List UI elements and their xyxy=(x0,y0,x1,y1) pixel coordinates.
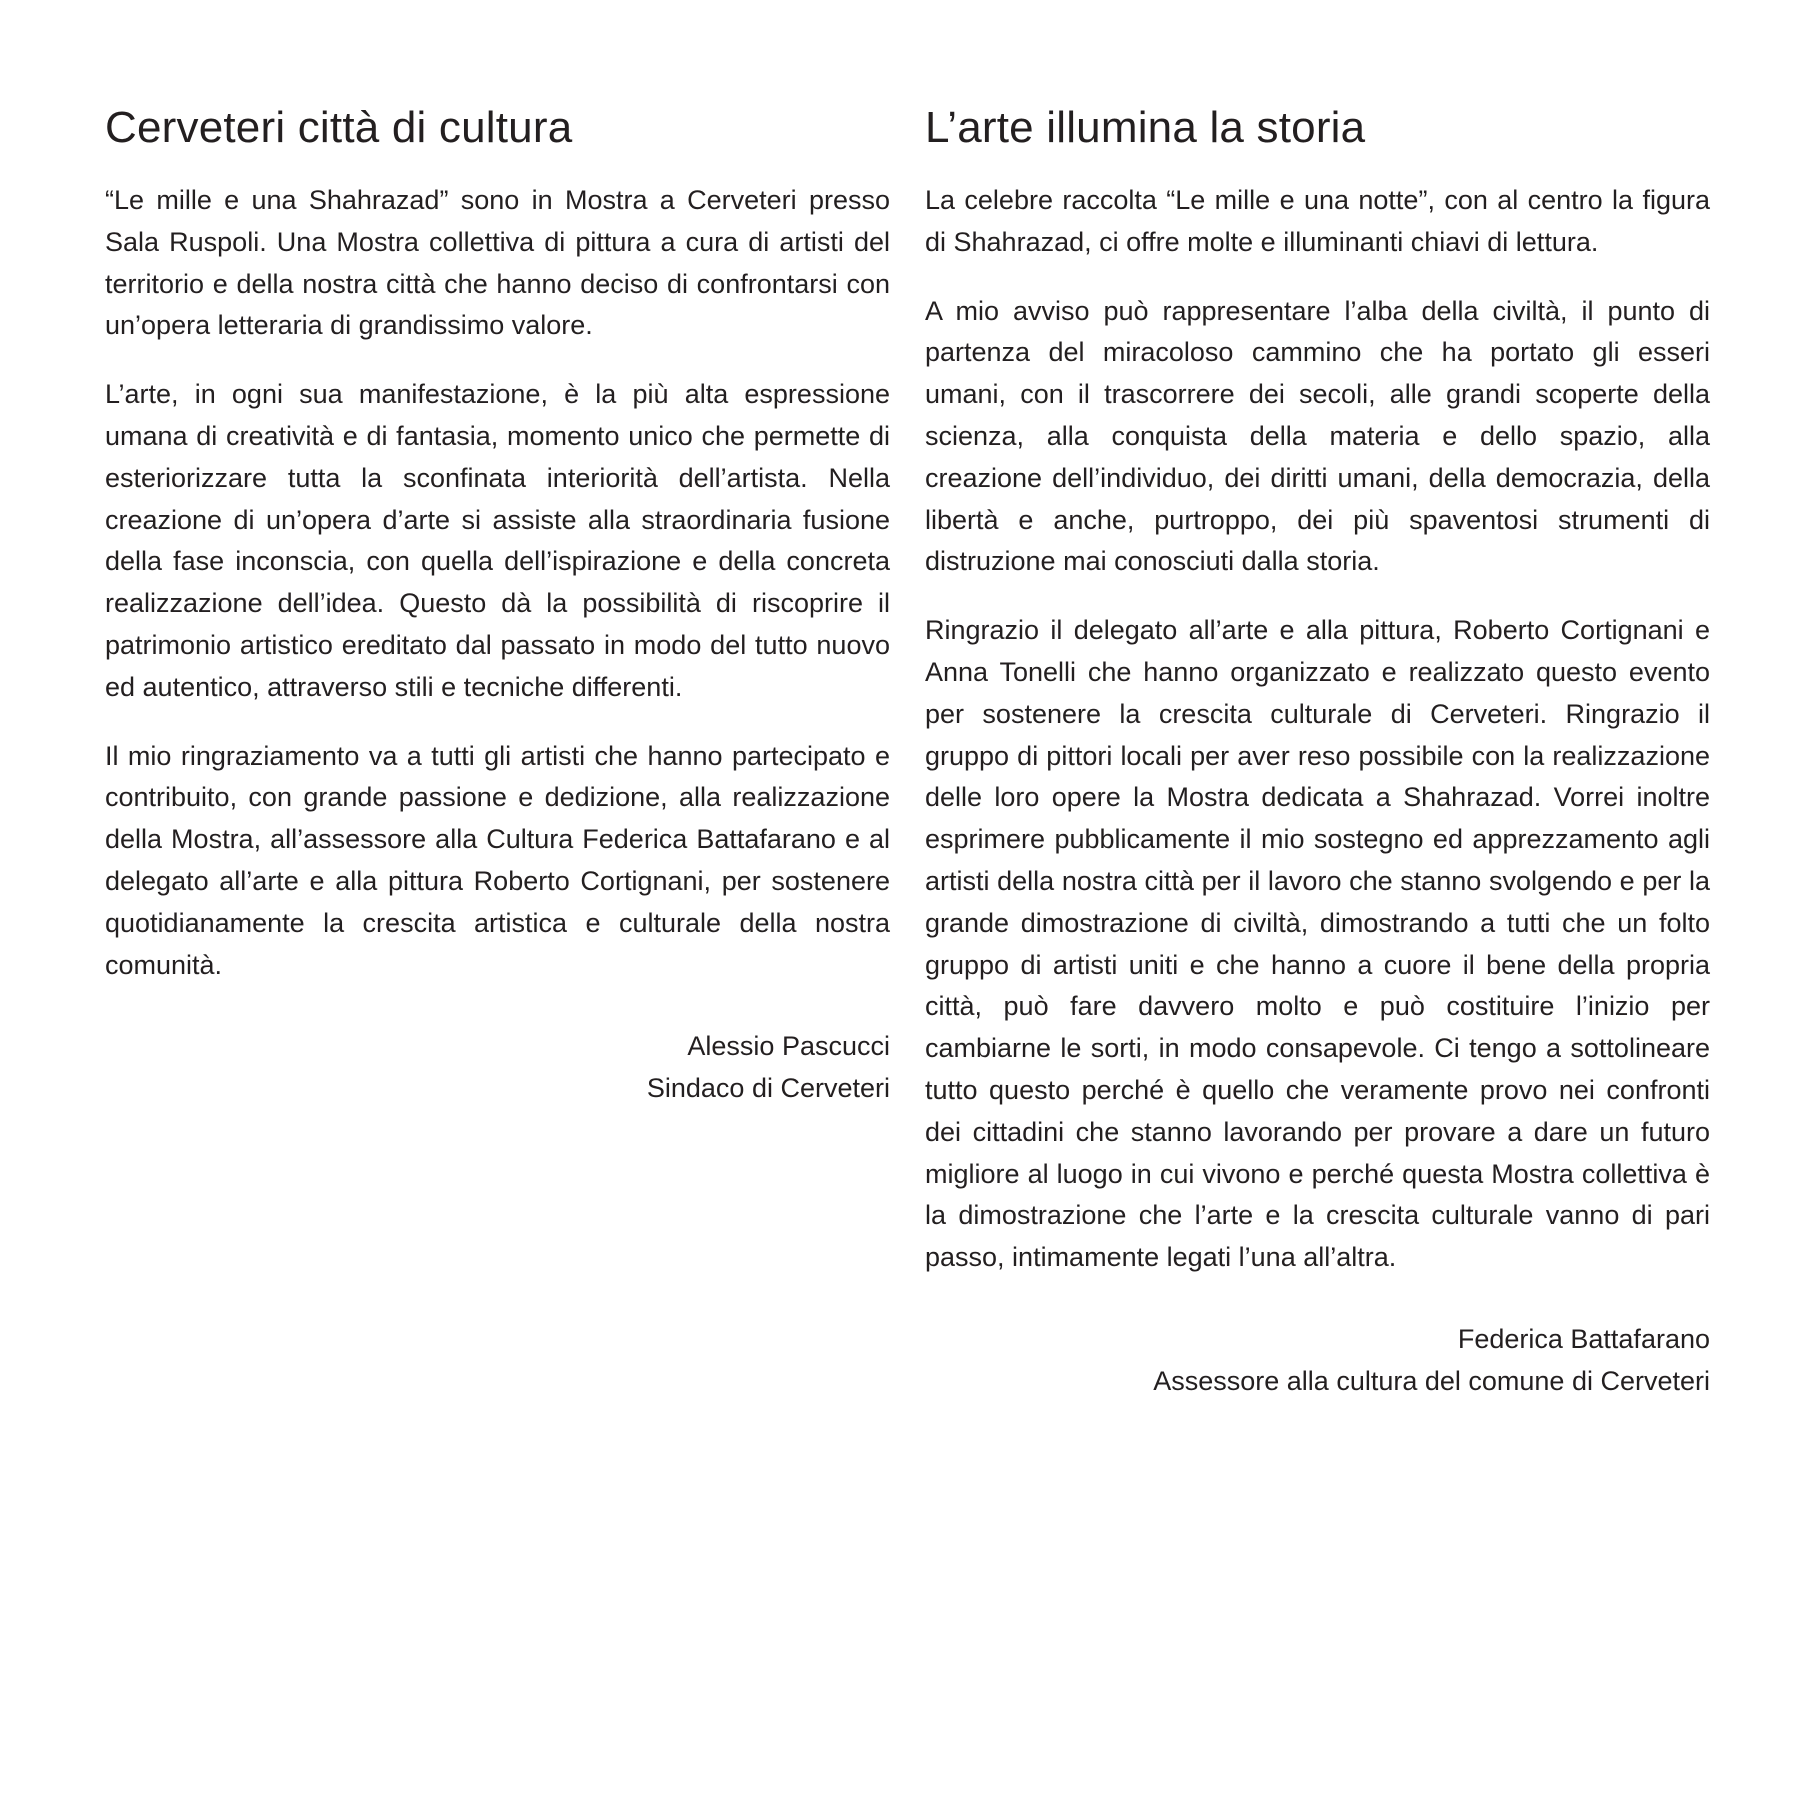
right-signature-name: Federica Battafarano xyxy=(1457,1323,1710,1354)
right-column xyxy=(925,98,1710,1403)
right-paragraph: Ringrazio il delegato all’arte e alla pittura, Roberto Cortignani e Anna Tonelli che hanno organizzato e realizzato questo evento per sostenere la crescita culturale di Cerveteri. Ringrazio il gruppo di pittori locali per aver reso possibile con la realizzazione delle loro opere la Mostra dedicata a Shahrazad. Vorrei inoltre esprimere pubblicamente il mio sostegno ed apprezzamento agli artisti della nostra città per il lavoro che stanno svolgendo e per la grande dimostrazione di civiltà, dimostrando a tutti che un folto gruppo di artisti uniti e che hanno a cuore il bene della propria città, può fare davvero molto e può costituire l’inizio per cambiarne le sorti, in modo consapevole. Ci tengo a sottolineare tutto questo perché è quello che veramente provo nei confronti dei cittadini che stanno lavorando per provare a dare un futuro migliore al luogo in cui vivono e perché questa Mostra collettiva è la dimostrazione che l’arte e la crescita culturale vanno di pari passo, intimamente legati l’una all’altra. xyxy=(925,615,1710,1273)
right-paragraph: La celebre raccolta “Le mille e una notte”, con al centro la figura di Shahrazad, ci offre molte e illuminanti chiavi di lettura. xyxy=(925,185,1710,257)
left-signature xyxy=(105,1026,890,1110)
right-paragraph: A mio avviso può rappresentare l’alba della civiltà, il punto di partenza del miracoloso cammino che ha portato gli esseri umani, con il trascorrere dei secoli, alle grandi scoperte della scienza, alla conquista della materia e dello spazio, alla creazione dell’individuo, dei diritti umani, della democrazia, della libertà e anche, purtroppo, dei più spaventosi strumenti di distruzione mai conosciuti dalla storia. xyxy=(925,295,1710,577)
right-title: L’arte illumina la storia xyxy=(925,103,1366,152)
right-signature-role: Assessore alla cultura del comune di Cerveteri xyxy=(1153,1365,1710,1396)
left-paragraph: L’arte, in ogni sua manifestazione, è la più alta espressione umana di creatività e di fantasia, momento unico che permette di esteriorizzare tutta la sconfinata interiorità dell’artista. Nella creazione di un’opera d’arte si assiste alla straordinaria fusione della fase inconscia, con quella dell’ispirazione e della concreta realizzazione dell’idea. Questo dà la possibilità di riscoprire il patrimonio artistico ereditato dal passato in modo del tutto nuovo ed autentico, attraverso stili e tecniche differenti. xyxy=(105,379,890,702)
left-column xyxy=(105,98,890,1110)
left-paragraph: Il mio ringraziamento va a tutti gli artisti che hanno partecipato e contribuito, con grande passione e dedizione, alla realizzazione della Mostra, all’assessore alla Cultura Federica Battafarano e al delegato all’arte e alla pittura Roberto Cortignani, per sostenere quotidianamente la crescita artistica e culturale della nostra comunità. xyxy=(105,740,890,980)
left-signature-name: Alessio Pascucci xyxy=(687,1031,890,1062)
left-paragraph: “Le mille e una Shahrazad” sono in Mostra a Cerveteri presso Sala Ruspoli. Una Mostra collettiva di pittura a cura di artisti del territorio e della nostra città che hanno deciso di confrontarsi con un’opera letteraria di grandissimo valore. xyxy=(105,185,890,341)
left-signature-role: Sindaco di Cerveteri xyxy=(646,1073,890,1104)
right-signature xyxy=(925,1319,1710,1403)
left-title: Cerveteri città di cultura xyxy=(105,103,573,152)
